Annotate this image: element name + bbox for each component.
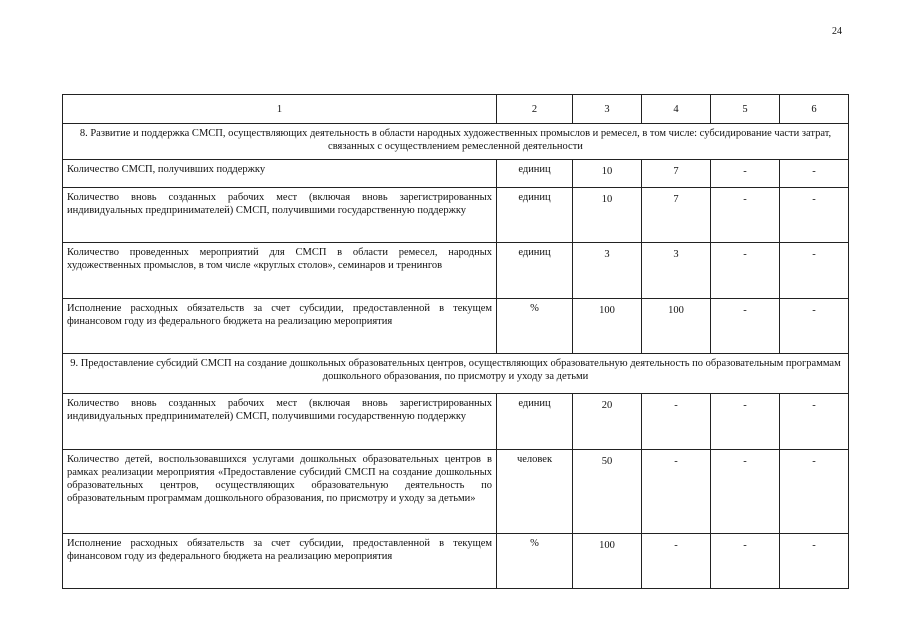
indicator-value-5: -	[711, 394, 780, 450]
indicator-value-5: -	[711, 299, 780, 354]
header-col-2: 2	[497, 95, 573, 124]
indicator-value-3: 50	[573, 450, 642, 534]
indicator-value-6: -	[780, 299, 849, 354]
indicator-value-5: -	[711, 450, 780, 534]
header-col-6: 6	[780, 95, 849, 124]
indicator-name: Количество детей, воспользовавшихся услугами дошкольных образовательных центров в рамках реализации мероприятия «Предоставление субсидий СМСП на создание дошкольных образовательных центров, осуществляющих образовательную деятельность по образовательным программам дошкольного образования, по присмотру и уходу за детьми»	[63, 450, 497, 534]
indicator-unit: единиц	[497, 160, 573, 188]
indicator-value-3: 10	[573, 160, 642, 188]
table-row	[63, 299, 849, 354]
header-col-4: 4	[642, 95, 711, 124]
indicator-value-6: -	[780, 243, 849, 299]
section-row	[63, 124, 849, 160]
table-row	[63, 534, 849, 589]
indicator-name: Количество вновь созданных рабочих мест (включая вновь зарегистрированных индивидуальных предпринимателей) СМСП, получившими государственную поддержку	[63, 394, 497, 450]
indicator-value-5: -	[711, 160, 780, 188]
indicator-value-6: -	[780, 188, 849, 243]
indicators-table	[62, 94, 849, 589]
indicator-value-6: -	[780, 450, 849, 534]
indicator-unit: %	[497, 534, 573, 589]
indicator-value-4: 7	[642, 188, 711, 243]
indicator-unit: единиц	[497, 243, 573, 299]
indicator-name: Количество вновь созданных рабочих мест (включая вновь зарегистрированных индивидуальных предпринимателей) СМСП, получившими государственную поддержку	[63, 188, 497, 243]
indicator-unit: человек	[497, 450, 573, 534]
indicator-unit: единиц	[497, 188, 573, 243]
indicator-value-3: 10	[573, 188, 642, 243]
indicator-value-4: -	[642, 534, 711, 589]
section-title: 9. Предоставление субсидий СМСП на создание дошкольных образовательных центров, осуществляющих образовательную деятельность по образовательным программам дошкольного образования, по присмотру и уходу за детьми	[63, 354, 849, 394]
header-col-3: 3	[573, 95, 642, 124]
indicator-value-6: -	[780, 394, 849, 450]
table-row	[63, 394, 849, 450]
indicator-name: Исполнение расходных обязательств за счет субсидии, предоставленной в текущем финансовом году из федерального бюджета на реализацию мероприятия	[63, 299, 497, 354]
indicator-value-6: -	[780, 534, 849, 589]
indicator-value-4: -	[642, 450, 711, 534]
indicator-name: Количество СМСП, получивших поддержку	[63, 160, 497, 188]
indicator-name: Количество проведенных мероприятий для СМСП в области ремесел, народных художественных промыслов, в том числе «круглых столов», семинаров и тренингов	[63, 243, 497, 299]
indicator-value-4: 100	[642, 299, 711, 354]
table-row	[63, 450, 849, 534]
header-col-5: 5	[711, 95, 780, 124]
table-row	[63, 243, 849, 299]
header-row	[63, 95, 849, 124]
table-row	[63, 188, 849, 243]
section-row	[63, 354, 849, 394]
indicator-value-4: 3	[642, 243, 711, 299]
header-col-1: 1	[63, 95, 497, 124]
indicator-value-4: 7	[642, 160, 711, 188]
indicator-unit: %	[497, 299, 573, 354]
indicator-value-4: -	[642, 394, 711, 450]
indicator-value-5: -	[711, 243, 780, 299]
indicator-value-3: 100	[573, 534, 642, 589]
indicator-value-5: -	[711, 534, 780, 589]
indicator-name: Исполнение расходных обязательств за счет субсидии, предоставленной в текущем финансовом году из федерального бюджета на реализацию мероприятия	[63, 534, 497, 589]
page-number: 24	[832, 26, 842, 37]
indicator-value-3: 20	[573, 394, 642, 450]
indicator-value-3: 100	[573, 299, 642, 354]
indicator-unit: единиц	[497, 394, 573, 450]
indicator-value-5: -	[711, 188, 780, 243]
section-title: 8. Развитие и поддержка СМСП, осуществляющих деятельность в области народных художественных промыслов и ремесел, в том числе: субсидирование части затрат, связанных с осуществлением ремесленной деятельности	[63, 124, 849, 160]
indicator-value-3: 3	[573, 243, 642, 299]
table-row	[63, 160, 849, 188]
indicator-value-6: -	[780, 160, 849, 188]
